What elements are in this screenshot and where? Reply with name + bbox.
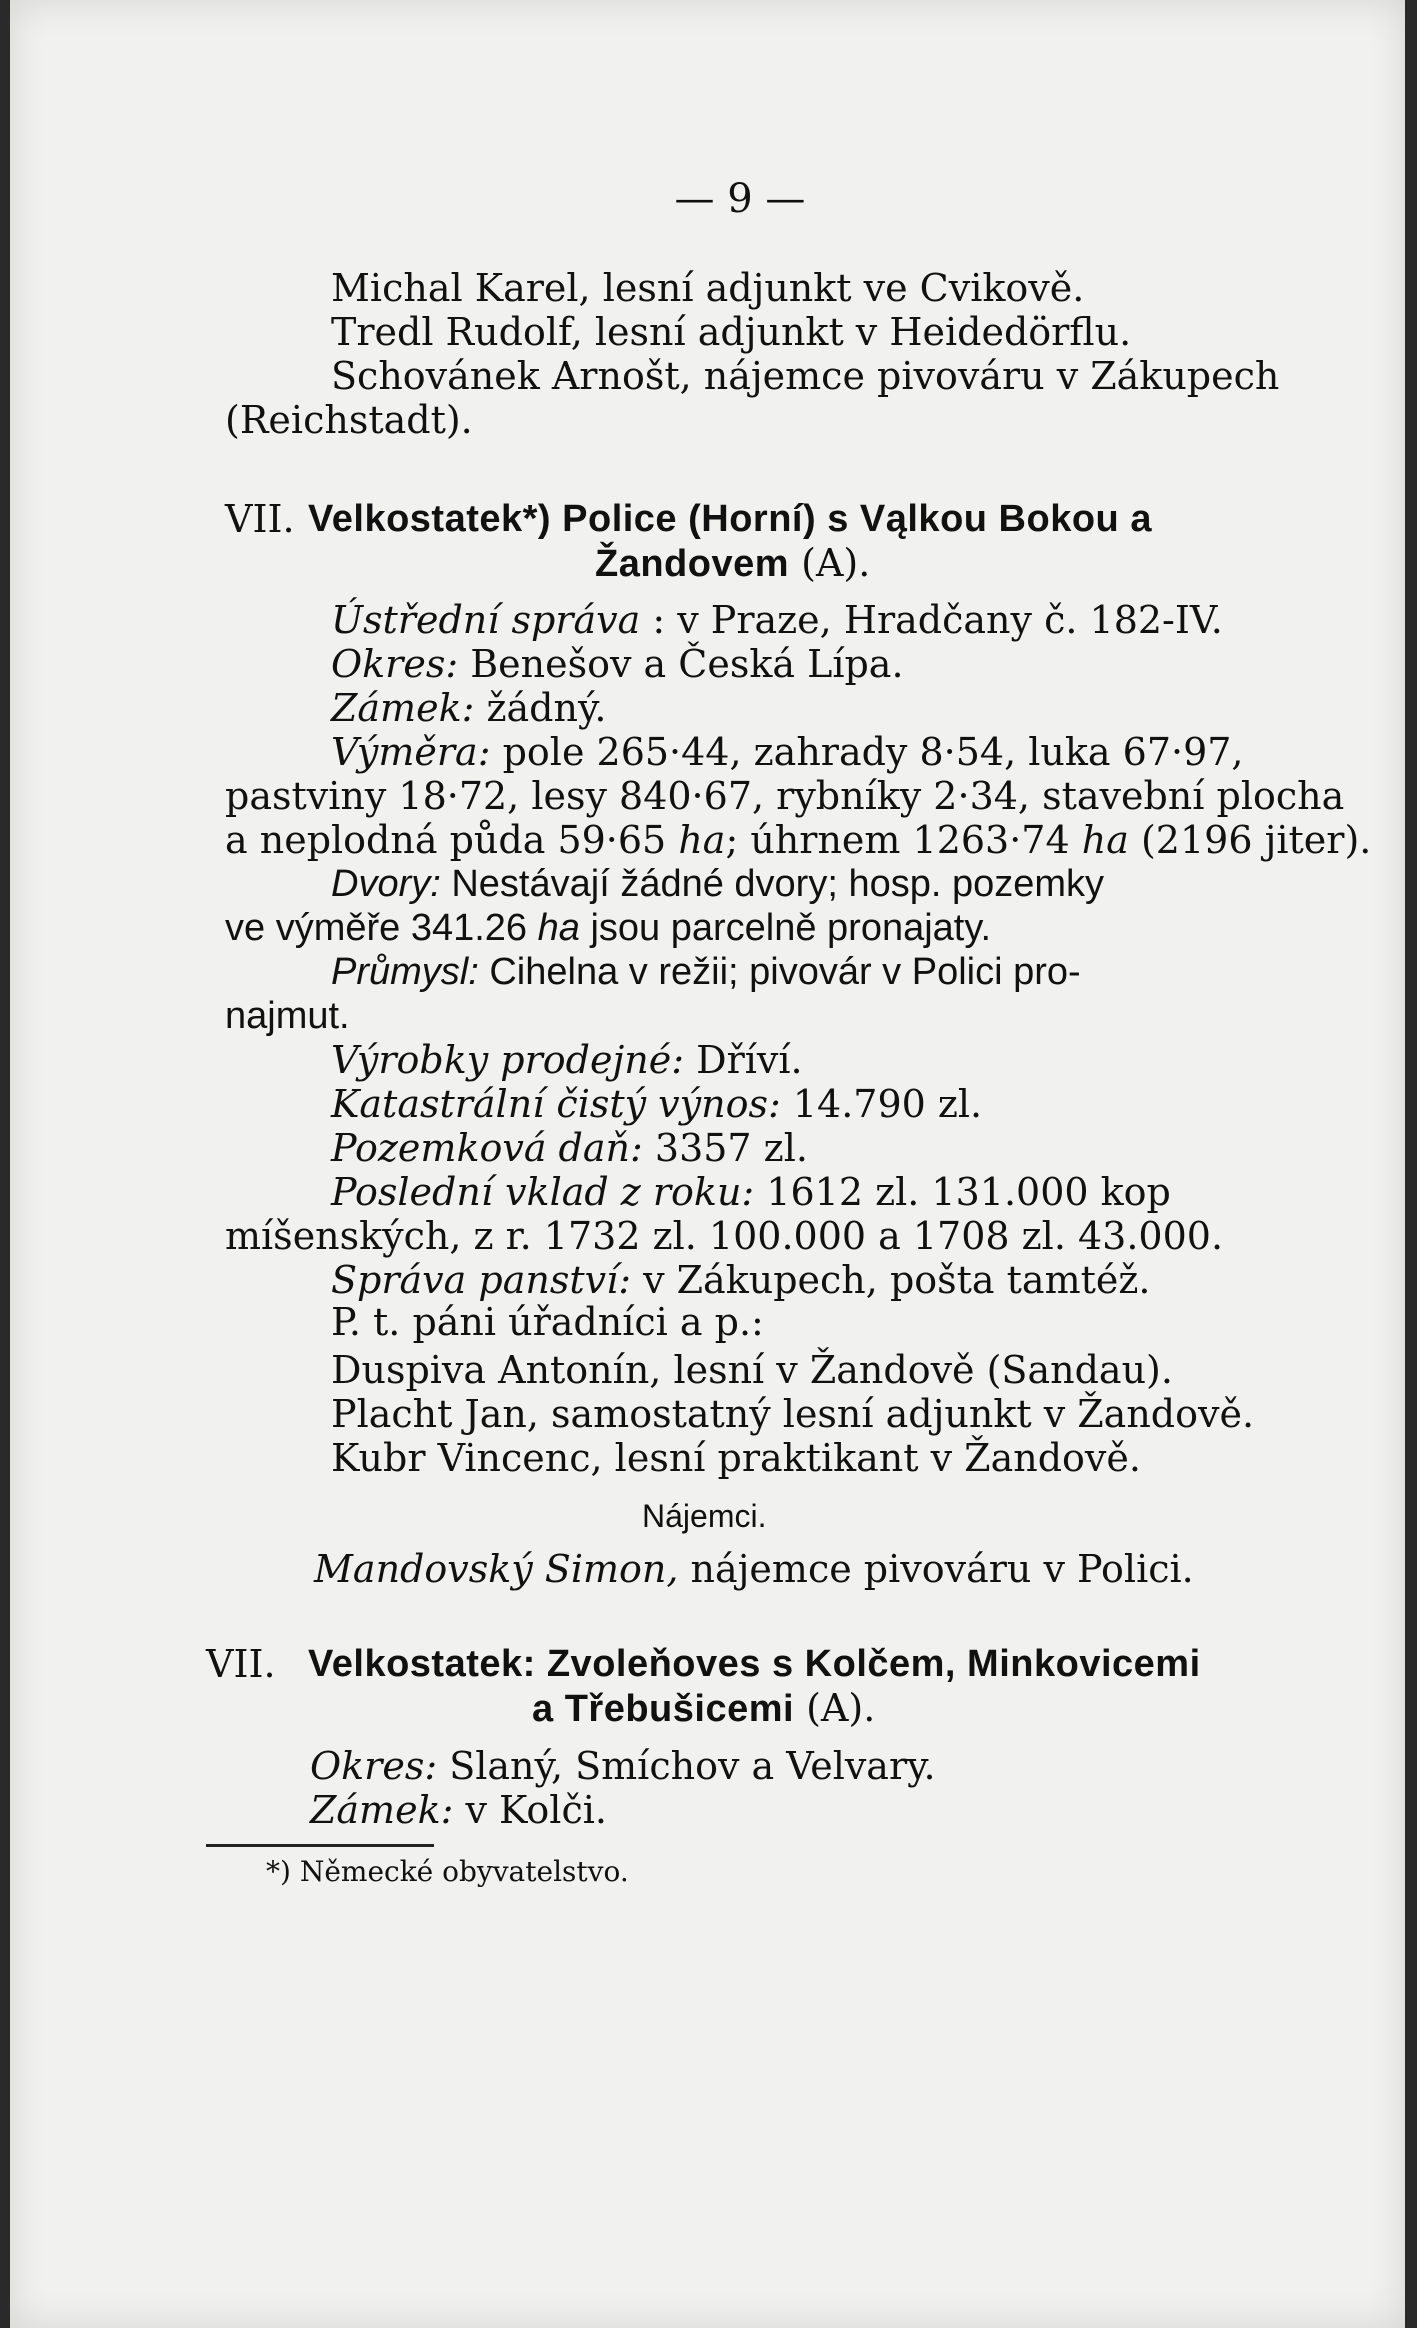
vymera-line1: Výměra: pole 265·44, zahrady 8·54, luka 67·97,	[331, 730, 1244, 774]
section-title: Velkostatek: Zvoleňoves s Kolčem, Minkovicemi	[308, 1643, 1201, 1685]
section-number: VII.	[225, 497, 295, 541]
official-line: Placht Jan, samostatný lesní adjunkt v Žandově.	[331, 1392, 1255, 1436]
footnote-rule	[206, 1844, 434, 1847]
posledni-vklad-line1: Poslední vklad z roku: 1612 zl. 131.000 kop	[331, 1170, 1171, 1214]
pozemkova-dan: Pozemková daň: 3357 zl.	[331, 1126, 808, 1170]
vymera-line3: a neplodná půda 59·65 ha; úhrnem 1263·74 ha (2196 jiter).	[225, 818, 1372, 862]
prumysl-line2: najmut.	[225, 995, 350, 1037]
person-line: Schovánek Arnošt, nájemce pivováru v Zákupech	[331, 354, 1280, 398]
katastralni-vynos: Katastrální čistý výnos: 14.790 zl.	[331, 1082, 983, 1126]
okres: Okres: Benešov a Česká Lípa.	[331, 642, 904, 686]
book-page	[10, 0, 1405, 2328]
prumysl-line1: Průmysl: Cihelna v režii; pivovár v Polici pro-	[331, 951, 1081, 993]
section-title-line2: a Třebušicemi (A).	[532, 1686, 876, 1730]
posledni-vklad-line2: míšenských, z r. 1732 zl. 100.000 a 1708 zl. 43.000.	[225, 1214, 1224, 1258]
section-title: Velkostatek*) Police (Horní) s Vąlkou Bokou a	[308, 498, 1152, 540]
sprava-panstvi: Správa panství: v Zákupech, pošta tamtéž.	[331, 1258, 1151, 1302]
section-number: VII.	[206, 1642, 276, 1686]
dvory-line1: Dvory: Nestávají žádné dvory; hosp. pozemky	[331, 863, 1105, 905]
footnote: *) Německé obyvatelstvo.	[266, 1855, 629, 1888]
tenants-heading: Nájemci.	[642, 1498, 767, 1534]
vyrobky: Výrobky prodejné: Dříví.	[331, 1038, 803, 1082]
dvory-line2: ve výměře 341.26 ha jsou parcelně pronajaty.	[225, 907, 992, 949]
ustredni-sprava: Ústřední správa : v Praze, Hradčany č. 182-IV.	[331, 598, 1223, 642]
person-line: (Reichstadt).	[225, 398, 473, 442]
section-title-line2: Žandovem (A).	[595, 541, 871, 585]
okres: Okres: Slaný, Smíchov a Velvary.	[310, 1744, 936, 1788]
tenant-line: Mandovský Simon, nájemce pivováru v Polici.	[314, 1547, 1194, 1591]
officials-intro: P. t. páni úřadníci a p.:	[331, 1300, 764, 1344]
zamek: Zámek: v Kolči.	[310, 1788, 607, 1832]
person-line: Tredl Rudolf, lesní adjunkt v Heidedörflu.	[331, 310, 1132, 354]
official-line: Kubr Vincenc, lesní praktikant v Žandově.	[331, 1436, 1141, 1480]
page-number: — 9 —	[674, 176, 806, 222]
vymera-line2: pastviny 18·72, lesy 840·67, rybníky 2·34, stavební plocha	[225, 774, 1345, 818]
official-line: Duspiva Antonín, lesní v Žandově (Sandau).	[331, 1348, 1173, 1392]
person-line: Michal Karel, lesní adjunkt ve Cvikově.	[331, 266, 1085, 310]
zamek: Zámek: žádný.	[331, 686, 607, 730]
